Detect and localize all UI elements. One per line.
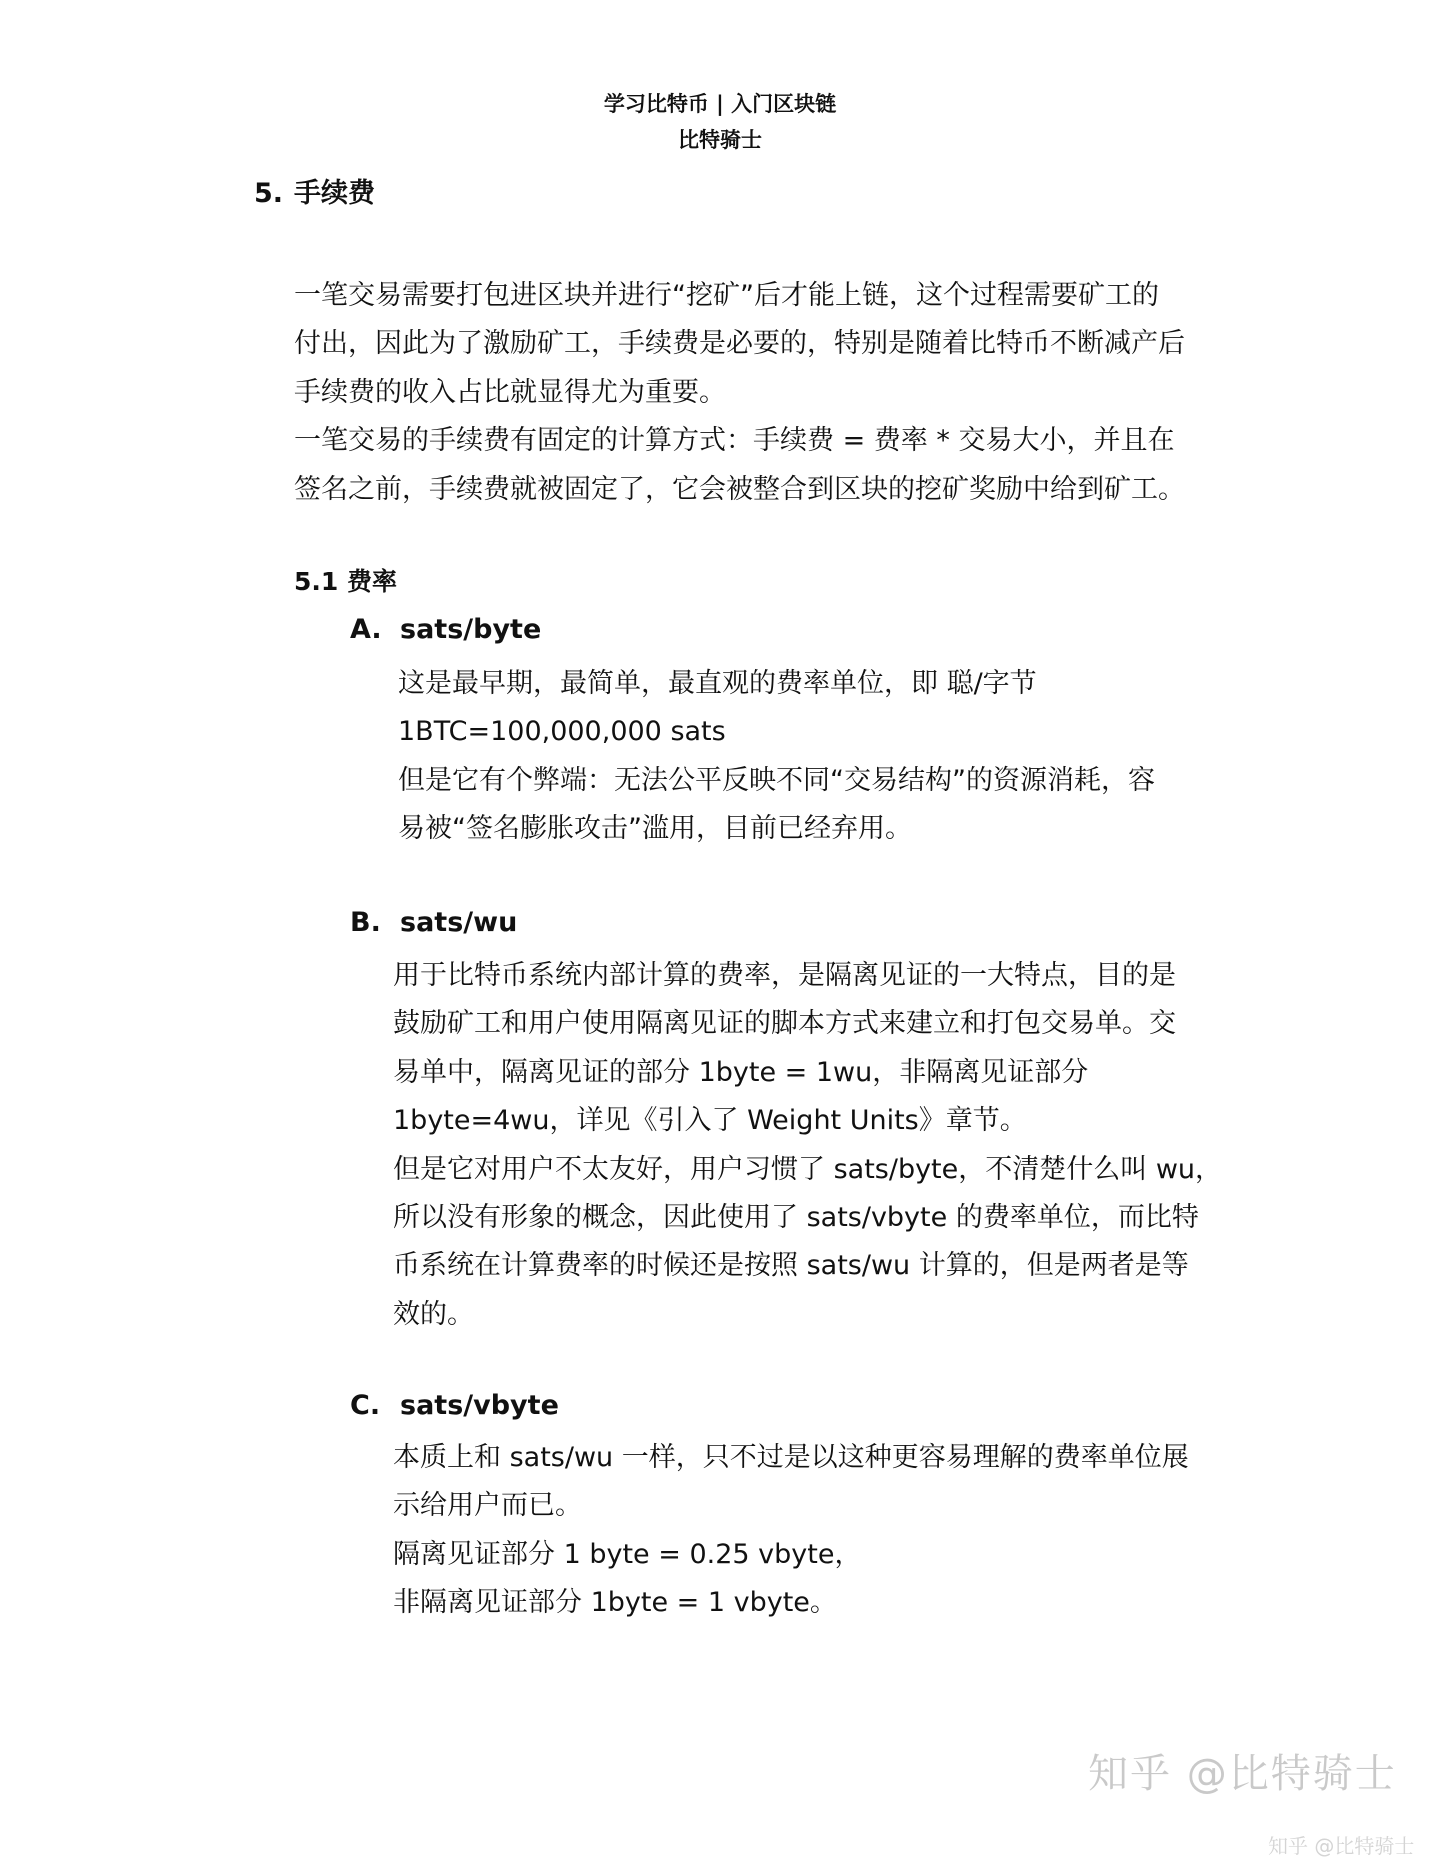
item-b-line: 易单中，隔离见证的部分 1byte = 1wu，非隔离见证部分 <box>393 1056 1089 1088</box>
intro-line: 一笔交易的手续费有固定的计算方式：手续费 = 费率 * 交易大小，并且在 <box>294 425 1175 457</box>
item-a-heading <box>350 610 541 650</box>
item-a-line: 这是最早期，最简单，最直观的费率单位，即 聪/字节 <box>398 668 1037 699</box>
section-title: 手续费 <box>294 178 375 209</box>
item-b-line: 用于比特币系统内部计算的费率，是隔离见证的一大特点，目的是 <box>393 960 1176 991</box>
item-a-line: 易被“签名膨胀攻击”滥用，目前已经弃用。 <box>398 813 912 845</box>
item-b-line: 但是它对用户不太友好，用户习惯了 sats/byte，不清楚什么叫 wu， <box>393 1153 1223 1185</box>
item-c-body <box>393 1434 1233 1628</box>
item-b-body <box>393 952 1233 1339</box>
item-c-line: 本质上和 sats/wu 一样，只不过是以这种更容易理解的费率单位展 <box>393 1442 1189 1473</box>
zhihu-watermark-small: 知乎 @比特骑士 <box>1268 1834 1415 1858</box>
intro-line: 一笔交易需要打包进区块并进行“挖矿”后才能上链，这个过程需要矿工的 <box>294 280 1159 311</box>
item-b-line: 鼓励矿工和用户使用隔离见证的脚本方式来建立和打包交易单。交 <box>393 1008 1176 1040</box>
subsection-heading: 5.1 费率 <box>294 567 397 596</box>
item-a-line: 但是它有个弊端：无法公平反映不同“交易结构”的资源消耗，容 <box>398 764 1155 796</box>
item-a-title: sats/byte <box>400 614 542 645</box>
item-b-line: 效的。 <box>393 1298 474 1330</box>
item-c-line: 示给用户而已。 <box>393 1490 582 1522</box>
item-b-line: 所以没有形象的概念，因此使用了 sats/vbyte 的费率单位，而比特 <box>393 1202 1199 1234</box>
header-author: 比特骑士 <box>678 128 762 152</box>
item-b-letter: B. <box>350 907 381 938</box>
item-c-line: 非隔离见证部分 1byte = 1 vbyte。 <box>393 1587 837 1619</box>
item-c-heading <box>350 1386 559 1426</box>
item-b-title: sats/wu <box>400 907 518 938</box>
item-a-body <box>398 660 1238 854</box>
item-b-line: 币系统在计算费率的时候还是按照 sats/wu 计算的，但是两者是等 <box>393 1250 1189 1282</box>
item-c-letter: C. <box>350 1390 381 1421</box>
item-a-letter: A. <box>350 614 382 645</box>
item-b-heading <box>350 903 517 943</box>
header-title: 学习比特币 | 入门区块链 <box>603 92 837 116</box>
item-c-line: 隔离见证部分 1 byte = 0.25 vbyte， <box>393 1538 862 1570</box>
intro-line: 付出，因此为了激励矿工，手续费是必要的，特别是随着比特币不断减产后 <box>294 328 1185 360</box>
section-number: 5. <box>254 178 284 209</box>
intro-paragraph <box>294 272 1244 514</box>
section-heading <box>254 174 375 214</box>
zhihu-watermark: 知乎 @比特骑士 <box>1088 1751 1397 1797</box>
intro-line: 签名之前，手续费就被固定了，它会被整合到区块的挖矿奖励中给到矿工。 <box>294 473 1185 505</box>
item-a-line: 1BTC=100,000,000 sats <box>398 716 726 748</box>
item-c-title: sats/vbyte <box>400 1390 559 1421</box>
document-header <box>0 86 1440 158</box>
intro-line: 手续费的收入占比就显得尤为重要。 <box>294 376 726 408</box>
item-b-line: 1byte=4wu，详见《引入了 Weight Units》章节。 <box>393 1105 1027 1137</box>
